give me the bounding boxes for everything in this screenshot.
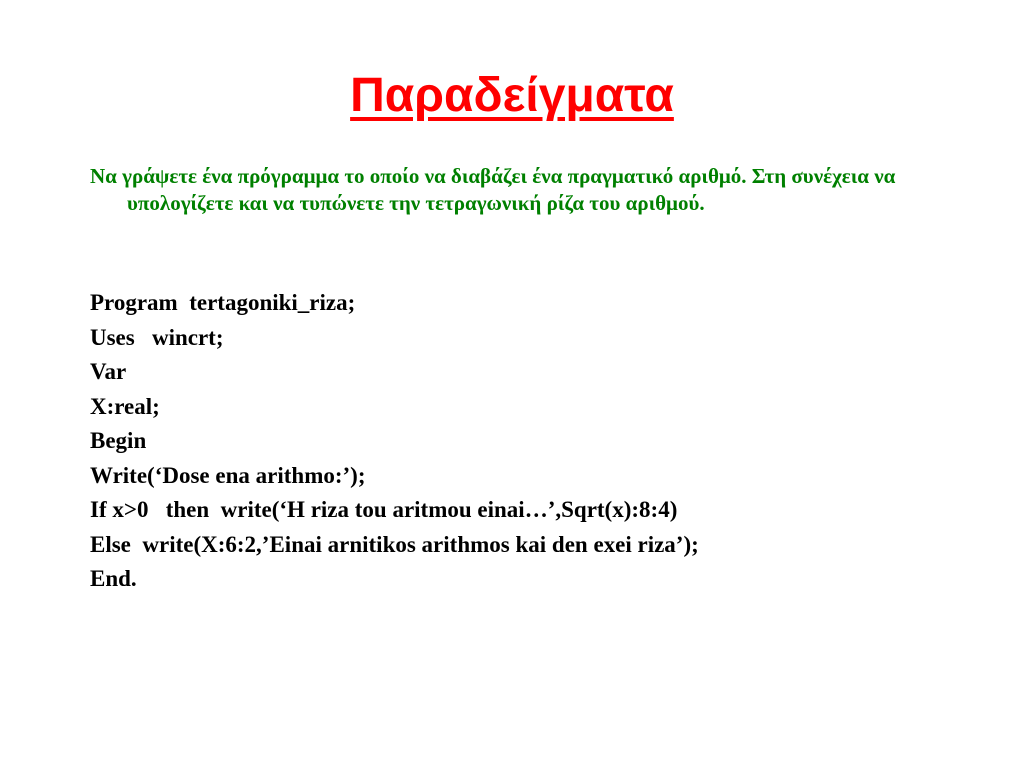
code-line: Write(‘Dose ena arithmo:’); [90, 462, 366, 488]
code-line: Uses wincrt; [90, 324, 224, 350]
code-listing [90, 286, 970, 597]
code-line: End. [90, 566, 137, 591]
slide-title-text: Παραδείγματα [350, 69, 674, 122]
code-line: X:real; [90, 393, 160, 419]
code-line: Var [90, 359, 127, 384]
code-line: If x>0 then write(‘H riza tou aritmou einai…’,Sqrt(x):8:4) [90, 497, 678, 522]
task-description: Να γράψετε ένα πρόγραμμα το οποίο να διαβάζει ένα πραγματικό αριθμό. Στη συνέχεια να υπολογίζετε και να τυπώνετε την τετραγωνική ρίζα του αριθμού. [90, 164, 896, 215]
code-line: Program tertagoniki_riza; [90, 290, 356, 315]
code-line: Begin [90, 428, 147, 453]
slide-title [0, 66, 1024, 126]
code-line: Else write(X:6:2,’Einai arnitikos arithmos kai den exei riza’); [90, 531, 699, 557]
